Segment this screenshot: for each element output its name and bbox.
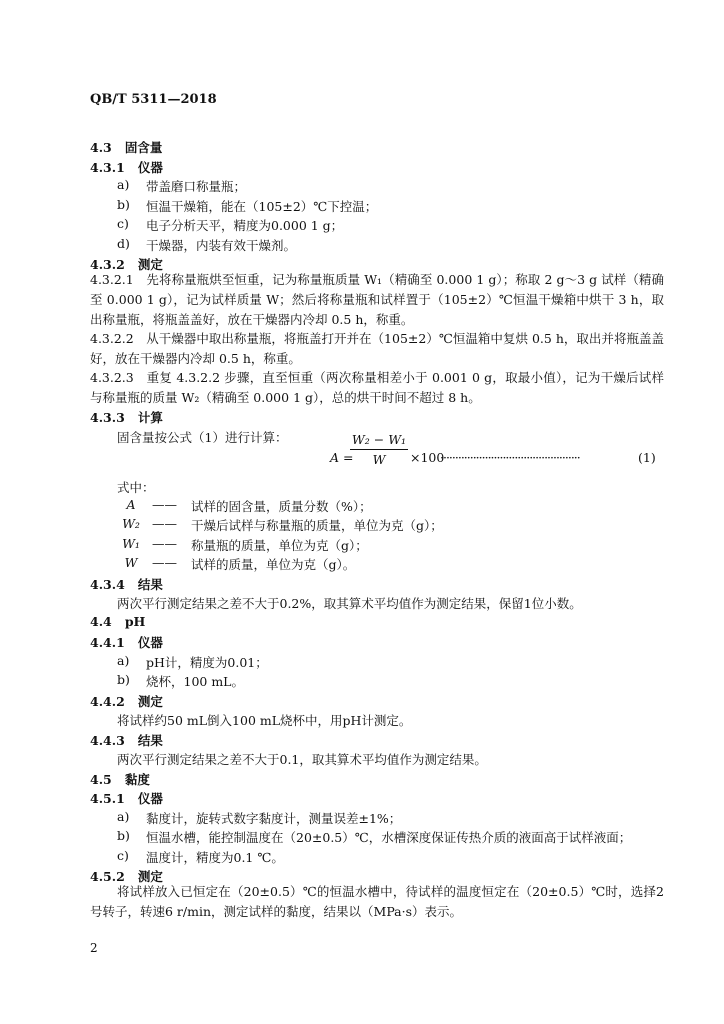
variable-symbol: W bbox=[124, 555, 138, 570]
section-title: 结果 bbox=[137, 577, 163, 592]
variable-dash: —— bbox=[152, 497, 177, 512]
list-text: 带盖磨口称量瓶； bbox=[146, 179, 247, 194]
formula-dots: ··············································· bbox=[440, 450, 580, 465]
section-number: 4.4.2 bbox=[90, 694, 125, 709]
list-text: 烧杯，100 mL。 bbox=[146, 674, 244, 689]
variable-dash: —— bbox=[152, 516, 177, 531]
section-number: 4.3.3 bbox=[90, 410, 125, 425]
formula-intro: 固含量按公式（1）进行计算： bbox=[117, 430, 288, 445]
list-label: c) bbox=[117, 848, 129, 863]
section-4-3-1-heading bbox=[90, 158, 163, 176]
formula-multiplier: ×100 bbox=[410, 450, 445, 465]
section-title: 仪器 bbox=[137, 791, 163, 806]
section-title: 测定 bbox=[137, 694, 163, 709]
section-number: 4.3 bbox=[90, 140, 112, 155]
list-text: 温度计，精度为0.1 ℃。 bbox=[146, 850, 284, 865]
section-number: 4.4.1 bbox=[90, 635, 125, 650]
equation-number: (1) bbox=[638, 450, 656, 465]
section-number: 4.5 bbox=[90, 772, 112, 787]
formula-1 bbox=[330, 432, 660, 482]
section-4-3-4-heading bbox=[90, 575, 163, 593]
list-text: 恒温干燥箱，能在（105±2）℃下控温； bbox=[146, 199, 378, 214]
variable-symbol: W₁ bbox=[122, 536, 140, 551]
section-number: 4.4 bbox=[90, 614, 112, 629]
variable-description: 称量瓶的质量，单位为克（g）； bbox=[191, 538, 368, 553]
variable-description: 试样的质量，单位为克（g）。 bbox=[191, 557, 356, 572]
list-label: b) bbox=[117, 828, 130, 843]
variable-dash: —— bbox=[152, 536, 177, 551]
section-4-4-heading bbox=[90, 614, 145, 629]
paragraph-4-3-2-2: 4.3.2.2 从干燥器中取出称量瓶，将瓶盖打开并在（105±2）℃恒温箱中复烘 0.5 h，取出并将瓶盖盖好，放在干燥器内冷却 0.5 h，称重。 bbox=[90, 331, 664, 366]
formula-fraction bbox=[350, 432, 408, 467]
section-4-4-3-heading bbox=[90, 731, 163, 749]
section-4-4-1-heading bbox=[90, 633, 163, 651]
list-text: pH计，精度为0.01； bbox=[146, 655, 268, 670]
section-title: 测定 bbox=[137, 257, 163, 272]
section-number: 4.3.4 bbox=[90, 577, 125, 592]
variable-description: 干燥后试样与称量瓶的质量，单位为克（g）； bbox=[191, 518, 443, 533]
section-number: 4.3.2 bbox=[90, 257, 125, 272]
list-label: a) bbox=[117, 177, 130, 192]
section-4-5-heading bbox=[90, 770, 150, 788]
list-label: a) bbox=[117, 809, 130, 824]
paragraph-4-3-2-3: 4.3.2.3 重复 4.3.2.2 步骤，直至恒重（两次称量相差小于 0.001 0 g，取最小值），记为干燥后试样与称量瓶的质量 W₂（精确至 0.000 1 g），总的烘干时间不超过 8 h。 bbox=[90, 370, 664, 405]
variable-dash: —— bbox=[152, 555, 177, 570]
paragraph-4-3-2-1: 4.3.2.1 先将称量瓶烘至恒重，记为称量瓶质量 W₁（精确至 0.000 1 g）；称取 2 g～3 g 试样（精确至 0.000 1 g），记为试样质量 W；然后将称量瓶和试样置于（105±2）℃恒温干燥箱中烘干 3 h，取出称量瓶，将瓶盖盖好，放在干燥器内冷却 0.5 h，称重。 bbox=[90, 272, 664, 327]
section-number: 4.3.1 bbox=[90, 160, 125, 175]
section-title: pH bbox=[124, 614, 146, 629]
page-number: 2 bbox=[90, 941, 98, 955]
section-title: 测定 bbox=[137, 869, 163, 884]
formula-numerator: W₂ − W₁ bbox=[350, 432, 408, 450]
list-label: a) bbox=[117, 653, 130, 668]
paragraph-ph-result: 两次平行测定结果之差不大于0.1，取其算术平均值作为测定结果。 bbox=[117, 752, 487, 767]
list-label: b) bbox=[117, 197, 130, 212]
section-4-5-1-heading bbox=[90, 789, 163, 807]
section-title: 计算 bbox=[137, 410, 163, 425]
section-title: 仪器 bbox=[137, 160, 163, 175]
list-label: b) bbox=[117, 672, 130, 687]
variable-description: 试样的固含量，质量分数（%）； bbox=[191, 499, 372, 514]
section-title: 黏度 bbox=[124, 772, 150, 787]
section-4-3-3-heading bbox=[90, 408, 163, 426]
paragraph-ph-measure: 将试样约50 mL倒入100 mL烧杯中，用pH计测定。 bbox=[117, 713, 412, 728]
section-title: 结果 bbox=[137, 733, 163, 748]
list-label: d) bbox=[117, 236, 130, 251]
formula-denominator: W bbox=[372, 452, 386, 467]
section-number: 4.4.3 bbox=[90, 733, 125, 748]
list-text: 黏度计，旋转式数字黏度计，测量误差±1%； bbox=[146, 811, 402, 826]
variable-symbol: W₂ bbox=[122, 516, 140, 531]
section-4-3-heading bbox=[90, 138, 162, 156]
section-number: 4.5.1 bbox=[90, 791, 125, 806]
list-text: 恒温水槽，能控制温度在（20±0.5）℃，水槽深度保证传热介质的液面高于试样液面； bbox=[146, 830, 632, 845]
list-text: 干燥器，内装有效干燥剂。 bbox=[146, 238, 297, 253]
formula-lhs: A = bbox=[330, 450, 354, 465]
paragraph-result: 两次平行测定结果之差不大于0.2%，取其算术平均值作为测定结果，保留1位小数。 bbox=[117, 596, 582, 611]
variable-symbol: A bbox=[126, 497, 136, 512]
section-title: 仪器 bbox=[137, 635, 163, 650]
list-label: c) bbox=[117, 216, 129, 231]
standard-code: QB/T 5311—2018 bbox=[90, 92, 217, 107]
paragraph-viscosity-measure: 将试样放入已恒定在（20±0.5）℃的恒温水槽中，待试样的温度恒定在（20±0.5）℃时，选择2号转子，转速6 r/min，测定试样的黏度，结果以（MPa·s）表示。 bbox=[90, 884, 664, 919]
section-4-4-2-heading bbox=[90, 692, 163, 710]
where-label: 式中： bbox=[117, 480, 155, 495]
section-title: 固含量 bbox=[124, 140, 163, 155]
list-text: 电子分析天平，精度为0.000 1 g； bbox=[146, 218, 344, 233]
section-number: 4.5.2 bbox=[90, 869, 125, 884]
